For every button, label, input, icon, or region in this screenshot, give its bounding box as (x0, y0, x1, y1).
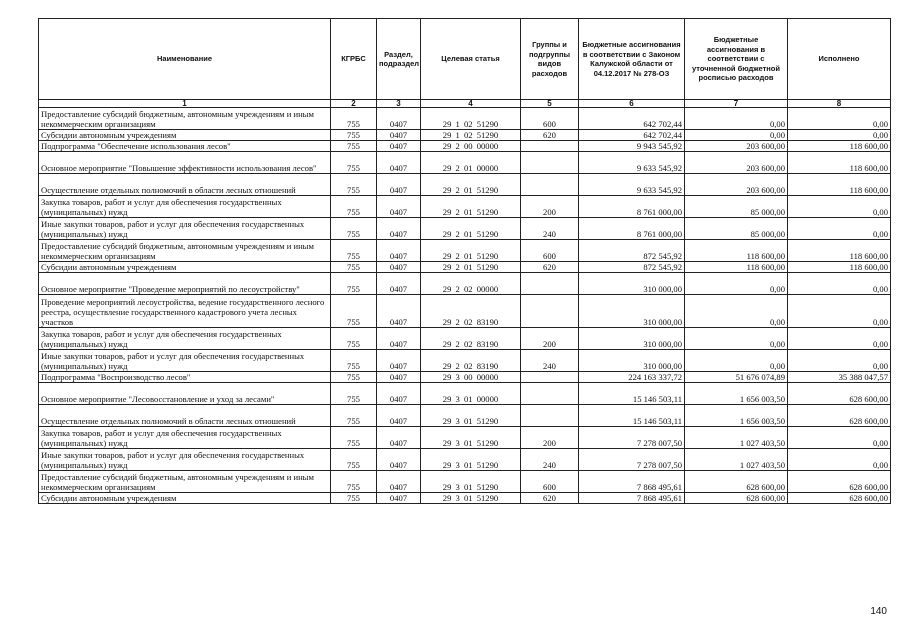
table-row (39, 152, 891, 174)
row-razdel: 0407 (377, 471, 421, 493)
table-row (39, 427, 891, 449)
row-executed: 0,00 (788, 427, 891, 449)
row-assign-refined: 118 600,00 (685, 240, 788, 262)
row-target: 29 3 00 00000 (421, 372, 521, 383)
row-kgrbs: 755 (331, 372, 377, 383)
row-assign-law: 872 545,92 (579, 240, 685, 262)
row-kgrbs: 755 (331, 108, 377, 130)
row-kgrbs: 755 (331, 196, 377, 218)
row-assign-refined: 0,00 (685, 273, 788, 295)
row-kgrbs: 755 (331, 174, 377, 196)
header-executed: Исполнено (788, 19, 891, 100)
row-assign-refined: 51 676 074,89 (685, 372, 788, 383)
row-name: Основное мероприятие "Проведение мероприятий по лесоустройству" (39, 273, 331, 295)
row-razdel: 0407 (377, 196, 421, 218)
row-target: 29 1 02 51290 (421, 108, 521, 130)
row-assign-refined: 203 600,00 (685, 174, 788, 196)
row-executed: 0,00 (788, 350, 891, 372)
row-kgrbs: 755 (331, 493, 377, 504)
row-kgrbs: 755 (331, 383, 377, 405)
row-vid (521, 372, 579, 383)
table-row (39, 493, 891, 504)
row-target: 29 2 02 83190 (421, 295, 521, 328)
column-number: 2 (331, 100, 377, 108)
row-name: Закупка товаров, работ и услуг для обеспечения государственных (муниципальных) нужд (39, 196, 331, 218)
row-razdel: 0407 (377, 130, 421, 141)
row-razdel: 0407 (377, 262, 421, 273)
row-target: 29 2 02 83190 (421, 328, 521, 350)
table-row (39, 240, 891, 262)
row-assign-law: 642 702,44 (579, 130, 685, 141)
row-vid: 200 (521, 328, 579, 350)
row-assign-law: 872 545,92 (579, 262, 685, 273)
row-executed: 628 600,00 (788, 405, 891, 427)
row-executed: 0,00 (788, 218, 891, 240)
row-razdel: 0407 (377, 295, 421, 328)
table-body (39, 108, 891, 504)
row-assign-refined: 0,00 (685, 350, 788, 372)
column-number: 1 (39, 100, 331, 108)
row-assign-refined: 1 656 003,50 (685, 405, 788, 427)
table-row (39, 471, 891, 493)
row-vid: 200 (521, 196, 579, 218)
row-vid (521, 273, 579, 295)
table-row (39, 141, 891, 152)
row-name: Иные закупки товаров, работ и услуг для обеспечения государственных (муниципальных) нужд (39, 449, 331, 471)
row-name: Основное мероприятие "Лесовосстановление и уход за лесами" (39, 383, 331, 405)
row-name: Иные закупки товаров, работ и услуг для обеспечения государственных (муниципальных) нужд (39, 218, 331, 240)
row-razdel: 0407 (377, 372, 421, 383)
header-razdel: Раздел, подраздел (377, 19, 421, 100)
table-row (39, 405, 891, 427)
row-executed: 0,00 (788, 108, 891, 130)
table-row (39, 174, 891, 196)
table-row (39, 262, 891, 273)
row-name: Осуществление отдельных полномочий в области лесных отношений (39, 174, 331, 196)
row-name: Предоставление субсидий бюджетным, автономным учреждениям и иным некоммерческим организациям (39, 108, 331, 130)
row-vid: 240 (521, 218, 579, 240)
row-target: 29 2 02 83190 (421, 350, 521, 372)
row-target: 29 3 01 51290 (421, 405, 521, 427)
row-executed: 0,00 (788, 130, 891, 141)
row-name: Субсидии автономным учреждениям (39, 493, 331, 504)
row-target: 29 3 01 00000 (421, 383, 521, 405)
row-assign-refined: 203 600,00 (685, 141, 788, 152)
row-assign-law: 7 278 007,50 (579, 449, 685, 471)
row-name: Субсидии автономным учреждениям (39, 130, 331, 141)
row-kgrbs: 755 (331, 427, 377, 449)
row-name: Иные закупки товаров, работ и услуг для обеспечения государственных (муниципальных) нужд (39, 350, 331, 372)
row-vid: 240 (521, 350, 579, 372)
table-row (39, 218, 891, 240)
row-executed: 628 600,00 (788, 471, 891, 493)
row-assign-law: 7 868 495,61 (579, 471, 685, 493)
column-number: 6 (579, 100, 685, 108)
header-name: Наименование (39, 19, 331, 100)
row-razdel: 0407 (377, 350, 421, 372)
row-assign-law: 9 633 545,92 (579, 152, 685, 174)
row-razdel: 0407 (377, 174, 421, 196)
row-executed: 0,00 (788, 328, 891, 350)
row-assign-refined: 628 600,00 (685, 471, 788, 493)
row-razdel: 0407 (377, 449, 421, 471)
row-executed: 118 600,00 (788, 141, 891, 152)
row-kgrbs: 755 (331, 350, 377, 372)
table-row (39, 372, 891, 383)
row-executed: 0,00 (788, 295, 891, 328)
row-assign-refined: 0,00 (685, 130, 788, 141)
row-assign-law: 9 943 545,92 (579, 141, 685, 152)
column-number: 3 (377, 100, 421, 108)
budget-execution-table (38, 18, 891, 504)
row-executed: 118 600,00 (788, 174, 891, 196)
row-assign-law: 642 702,44 (579, 108, 685, 130)
row-target: 29 3 01 51290 (421, 449, 521, 471)
row-assign-refined: 0,00 (685, 328, 788, 350)
row-vid: 620 (521, 493, 579, 504)
header-target: Целевая статья (421, 19, 521, 100)
row-kgrbs: 755 (331, 152, 377, 174)
table-row (39, 328, 891, 350)
row-assign-refined: 85 000,00 (685, 196, 788, 218)
row-kgrbs: 755 (331, 240, 377, 262)
row-name: Предоставление субсидий бюджетным, автономным учреждениям и иным некоммерческим организациям (39, 240, 331, 262)
row-executed: 0,00 (788, 196, 891, 218)
row-assign-law: 310 000,00 (579, 273, 685, 295)
row-assign-refined: 85 000,00 (685, 218, 788, 240)
table-row (39, 273, 891, 295)
row-razdel: 0407 (377, 427, 421, 449)
row-assign-law: 224 163 337,72 (579, 372, 685, 383)
row-kgrbs: 755 (331, 328, 377, 350)
row-executed: 118 600,00 (788, 262, 891, 273)
row-vid: 620 (521, 262, 579, 273)
row-kgrbs: 755 (331, 218, 377, 240)
row-assign-refined: 1 656 003,50 (685, 383, 788, 405)
row-vid (521, 141, 579, 152)
table-row (39, 130, 891, 141)
row-assign-law: 7 868 495,61 (579, 493, 685, 504)
table-row (39, 295, 891, 328)
row-vid (521, 383, 579, 405)
column-number: 4 (421, 100, 521, 108)
row-assign-refined: 203 600,00 (685, 152, 788, 174)
row-assign-law: 7 278 007,50 (579, 427, 685, 449)
table-row (39, 108, 891, 130)
row-vid (521, 174, 579, 196)
row-vid: 620 (521, 130, 579, 141)
row-assign-law: 15 146 503,11 (579, 405, 685, 427)
row-kgrbs: 755 (331, 273, 377, 295)
row-executed: 0,00 (788, 273, 891, 295)
row-target: 29 2 01 51290 (421, 262, 521, 273)
row-executed: 118 600,00 (788, 240, 891, 262)
header-kgrbs: КГРБС (331, 19, 377, 100)
row-razdel: 0407 (377, 405, 421, 427)
row-assign-refined: 628 600,00 (685, 493, 788, 504)
row-target: 29 2 02 00000 (421, 273, 521, 295)
row-target: 29 3 01 51290 (421, 471, 521, 493)
row-assign-refined: 1 027 403,50 (685, 427, 788, 449)
column-number: 5 (521, 100, 579, 108)
row-target: 29 2 01 51290 (421, 196, 521, 218)
row-target: 29 1 02 51290 (421, 130, 521, 141)
row-vid: 200 (521, 427, 579, 449)
row-kgrbs: 755 (331, 449, 377, 471)
row-vid: 240 (521, 449, 579, 471)
page-number: 140 (870, 606, 887, 617)
row-kgrbs: 755 (331, 405, 377, 427)
row-vid (521, 405, 579, 427)
row-target: 29 2 01 51290 (421, 218, 521, 240)
row-target: 29 2 01 00000 (421, 152, 521, 174)
row-name: Подпрограмма "Воспроизводство лесов" (39, 372, 331, 383)
row-razdel: 0407 (377, 218, 421, 240)
row-assign-law: 8 761 000,00 (579, 218, 685, 240)
row-target: 29 2 01 51290 (421, 240, 521, 262)
row-name: Субсидии автономным учреждениям (39, 262, 331, 273)
row-assign-refined: 0,00 (685, 295, 788, 328)
header-assign-law: Бюджетные ассигнования в соответствии с Законом Калужской области от 04.12.2017 № 278-ОЗ (579, 19, 685, 100)
row-name: Проведение мероприятий лесоустройства, ведение государственного лесного реестра, осуществление государственного кадастрового учета лесных участков (39, 295, 331, 328)
row-vid: 600 (521, 471, 579, 493)
row-assign-law: 310 000,00 (579, 328, 685, 350)
table-row (39, 350, 891, 372)
table-row (39, 383, 891, 405)
row-assign-refined: 0,00 (685, 108, 788, 130)
row-vid (521, 295, 579, 328)
row-vid: 600 (521, 108, 579, 130)
row-target: 29 2 00 00000 (421, 141, 521, 152)
row-executed: 628 600,00 (788, 493, 891, 504)
row-assign-law: 8 761 000,00 (579, 196, 685, 218)
budget-sheet (38, 18, 890, 504)
row-razdel: 0407 (377, 383, 421, 405)
row-target: 29 3 01 51290 (421, 427, 521, 449)
row-kgrbs: 755 (331, 471, 377, 493)
row-razdel: 0407 (377, 273, 421, 295)
row-kgrbs: 755 (331, 130, 377, 141)
row-assign-refined: 118 600,00 (685, 262, 788, 273)
row-assign-refined: 1 027 403,50 (685, 449, 788, 471)
row-executed: 35 388 047,57 (788, 372, 891, 383)
column-number: 8 (788, 100, 891, 108)
row-executed: 118 600,00 (788, 152, 891, 174)
row-name: Закупка товаров, работ и услуг для обеспечения государственных (муниципальных) нужд (39, 427, 331, 449)
row-executed: 628 600,00 (788, 383, 891, 405)
row-assign-law: 310 000,00 (579, 295, 685, 328)
row-vid (521, 152, 579, 174)
row-name: Закупка товаров, работ и услуг для обеспечения государственных (муниципальных) нужд (39, 328, 331, 350)
header-assign-refined: Бюджетные ассигнования в соответствии с уточненной бюджетной росписью расходов (685, 19, 788, 100)
row-kgrbs: 755 (331, 295, 377, 328)
row-razdel: 0407 (377, 240, 421, 262)
row-razdel: 0407 (377, 108, 421, 130)
row-razdel: 0407 (377, 328, 421, 350)
row-name: Подпрограмма "Обеспечение использования лесов" (39, 141, 331, 152)
row-kgrbs: 755 (331, 141, 377, 152)
row-assign-law: 15 146 503,11 (579, 383, 685, 405)
table-row (39, 196, 891, 218)
row-executed: 0,00 (788, 449, 891, 471)
row-razdel: 0407 (377, 152, 421, 174)
row-name: Осуществление отдельных полномочий в области лесных отношений (39, 405, 331, 427)
row-razdel: 0407 (377, 493, 421, 504)
header-vid: Группы и подгруппы видов расходов (521, 19, 579, 100)
row-assign-law: 9 633 545,92 (579, 174, 685, 196)
row-kgrbs: 755 (331, 262, 377, 273)
row-razdel: 0407 (377, 141, 421, 152)
column-number: 7 (685, 100, 788, 108)
table-row (39, 449, 891, 471)
row-target: 29 2 01 51290 (421, 174, 521, 196)
row-name: Предоставление субсидий бюджетным, автономным учреждениям и иным некоммерческим организациям (39, 471, 331, 493)
row-assign-law: 310 000,00 (579, 350, 685, 372)
row-target: 29 3 01 51290 (421, 493, 521, 504)
table-header (39, 19, 891, 108)
row-vid: 600 (521, 240, 579, 262)
row-name: Основное мероприятие "Повышение эффективности использования лесов" (39, 152, 331, 174)
